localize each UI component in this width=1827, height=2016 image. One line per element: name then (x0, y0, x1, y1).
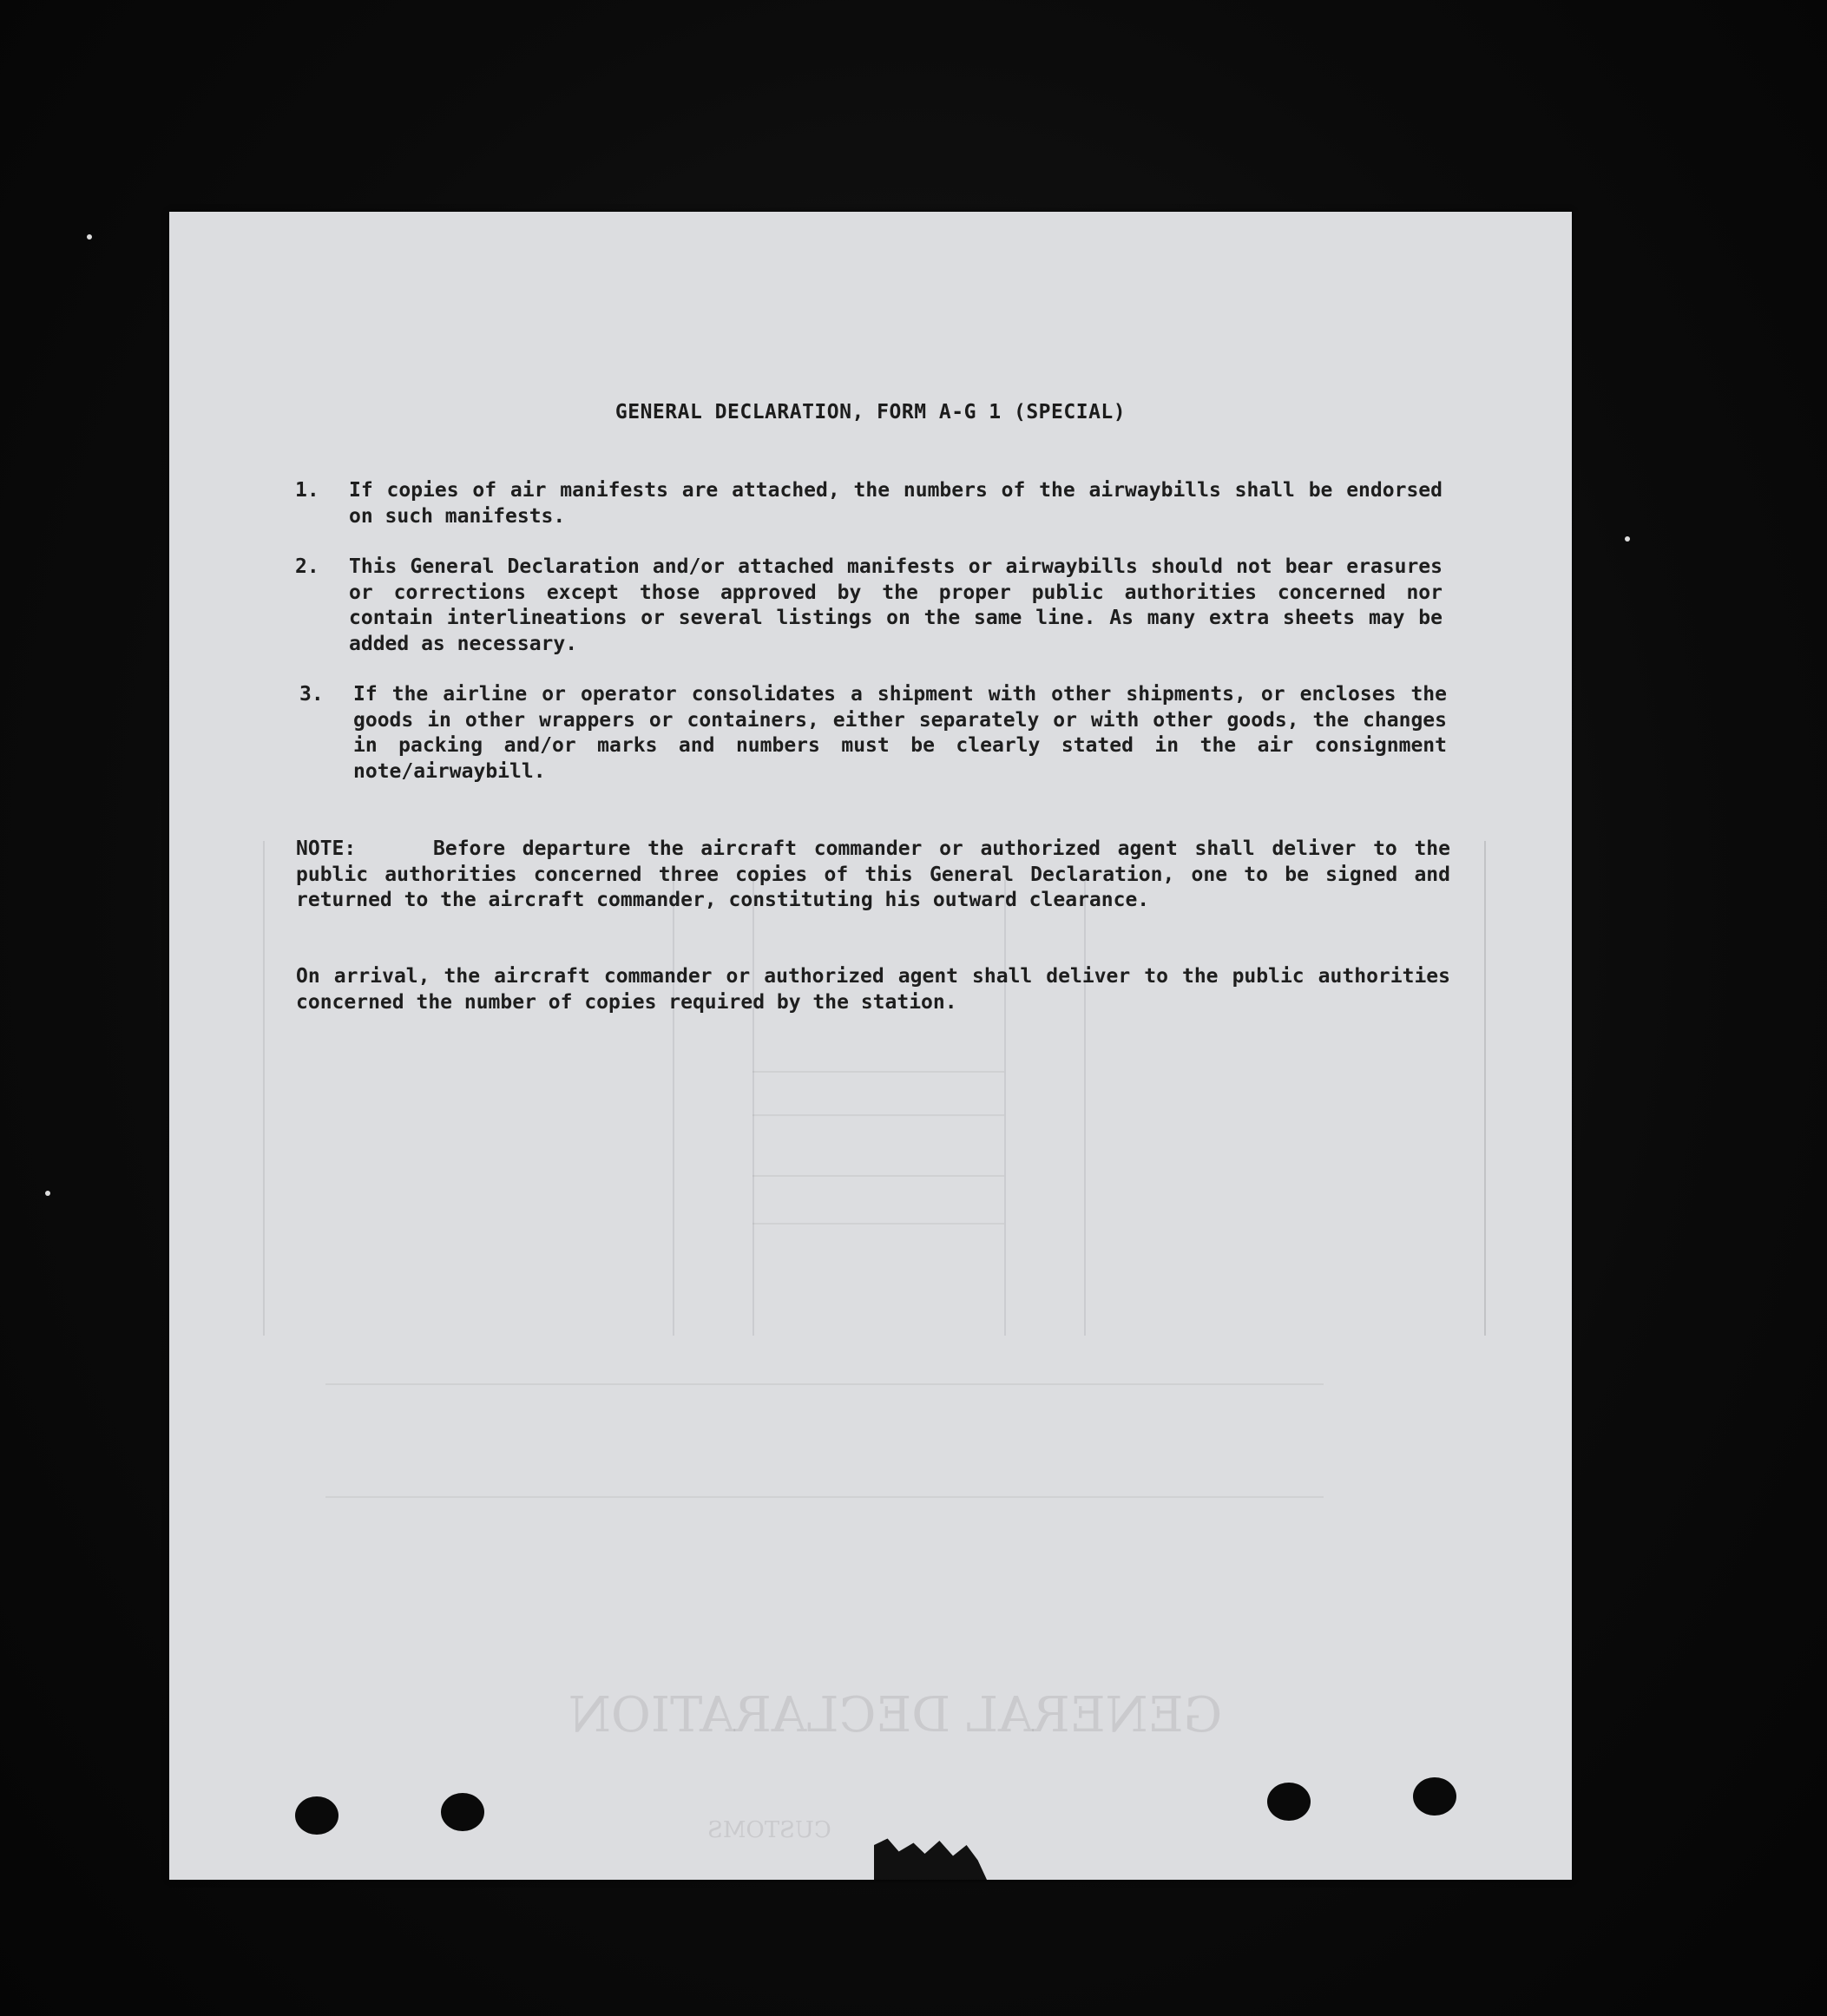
punch-hole (1267, 1783, 1311, 1821)
bleed-through-line (752, 1223, 1004, 1225)
document-page (169, 212, 1572, 1880)
bleed-through-line (1084, 880, 1086, 1336)
bleed-through-line (673, 880, 674, 1336)
dust-speck (45, 1191, 50, 1196)
item-text: If copies of air manifests are attached, the numbers of the airwaybills shall be endorsed on such manifests. (349, 479, 1443, 528)
bleed-through-line (752, 1175, 1004, 1177)
bleed-through-text: CUSTOMS (707, 1817, 831, 1843)
dust-speck (1625, 536, 1630, 542)
bleed-through-table (263, 841, 1486, 1336)
bleed-through-line (1004, 880, 1006, 1336)
bleed-through-line (325, 1383, 1324, 1385)
punch-hole (1413, 1777, 1456, 1816)
bleed-through-line (752, 1114, 1004, 1116)
item-number: 3. (299, 683, 324, 706)
item-number: 1. (295, 479, 319, 502)
punch-hole (441, 1793, 484, 1831)
bleed-through-line (752, 1071, 1004, 1073)
torn-edge (874, 1836, 987, 1880)
item-text: This General Declaration and/or attached manifests or airwaybills should not bear erasures or corrections except those approved by the proper public authorities concerned nor contain interlineations or several listings on the same line. As many extra sheets may be added as necessary. (349, 555, 1443, 655)
bleed-through-heading: GENERAL DECLARATION (568, 1687, 1223, 1743)
departure-note (296, 837, 1450, 914)
note-text: Before departure the aircraft commander or authorized agent shall deliver to the public authorities concerned three copies of this General Declaration, one to be signed and returned to the aircraft commander, constituting his outward clearance. (296, 837, 1450, 911)
item-number: 2. (295, 555, 319, 578)
note-label: NOTE: (296, 837, 357, 860)
punch-hole (295, 1796, 338, 1835)
document-title: GENERAL DECLARATION, FORM A-G 1 (SPECIAL) (614, 401, 1127, 424)
arrival-note: On arrival, the aircraft commander or authorized agent shall deliver to the public authorities concerned the number of copies required by the station. (296, 965, 1450, 1014)
dust-speck (87, 234, 92, 240)
bleed-through-line (752, 880, 754, 1336)
item-text: If the airline or operator consolidates a shipment with other shipments, or encloses the goods in other wrappers or containers, either separately or with other goods, the changes in packing and/or marks and numbers must be clearly stated in the air consignment note/airwaybill. (353, 683, 1447, 783)
bleed-through-line (325, 1496, 1324, 1498)
